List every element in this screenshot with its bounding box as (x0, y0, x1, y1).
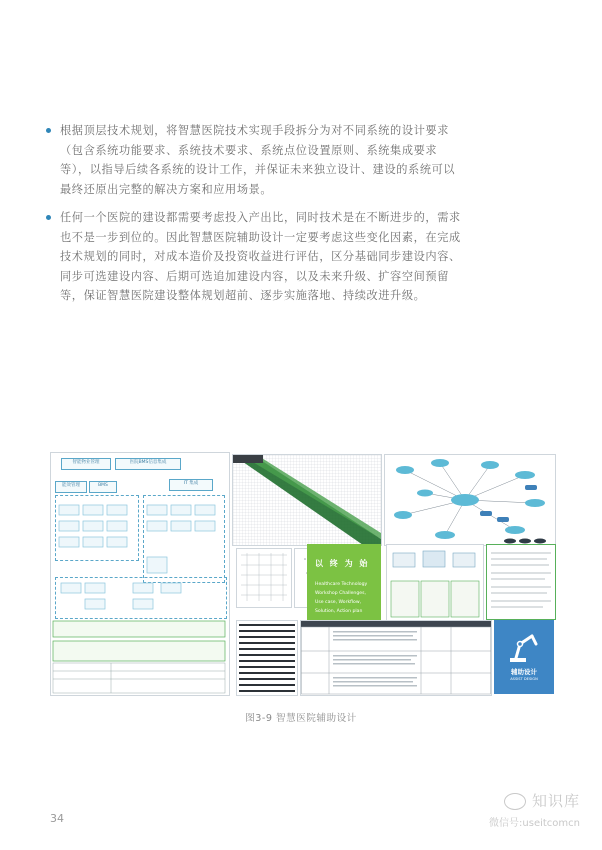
blue-card-subtitle: ASSIST DESIGN (510, 677, 538, 681)
figure-collage (50, 452, 554, 694)
bullet-paragraph-2 (50, 208, 470, 306)
small-plot-panel (236, 548, 292, 608)
dense-table-panel (236, 620, 298, 696)
paragraph-line: 技术规划的同时，对成本造价及投资收益进行评估，区分基础同步建设内容、 (60, 250, 461, 263)
text-list-panel (486, 544, 556, 620)
architecture-diagram-panel (50, 452, 230, 696)
watermark (489, 790, 580, 829)
text-list-lines (487, 545, 555, 619)
device-schematic-panel (386, 544, 484, 622)
matrix-grid-panel (232, 454, 382, 546)
green-card-subtitle-line: Solution, Action plan (315, 609, 363, 614)
paragraph-line: 任何一个医院的建设都需要考虑投入产出比，同时技术是在不断进步的，需求 (60, 211, 461, 224)
paragraph-line: 等），以指导后续各系统的设计工作，并保证未来独立设计、建设的系统可以 (60, 163, 456, 176)
paragraph-line: 根据顶层技术规划，将智慧医院技术实现手段拆分为对不同系统的设计要求 (60, 124, 449, 137)
blue-card-title: 辅助设计 (511, 668, 537, 676)
bullet-paragraph-1 (50, 121, 470, 199)
matrix-grid-chart (233, 455, 381, 545)
robot-arm-icon (494, 622, 554, 668)
bullet-dot (46, 215, 51, 220)
small-plot-grid (237, 549, 291, 607)
figure-caption: 图3-9 智慧医院辅助设计 (245, 713, 357, 724)
green-card-subtitle-line: Healthcare Technology (315, 582, 368, 587)
green-card-subtitle-line: Workshop Challenges, (315, 591, 366, 596)
page-number: 34 (50, 812, 64, 825)
green-card-subtitle-line: Use case, Workflow, (315, 600, 362, 605)
arch-box-property: 智能物业管理 (61, 458, 111, 470)
wechat-icon (504, 793, 526, 810)
green-card (307, 544, 381, 628)
paragraph-line: （包含系统功能要求、系统技术要求、系统点位设置原则、系统集成要求 (60, 143, 438, 157)
paragraph-line: 同步可选建设内容、后期可选追加建设内容，以及未来升级、扩容空间预留 (60, 269, 449, 283)
blue-card (494, 620, 554, 694)
arch-subsystem-boxes (51, 453, 229, 695)
requirements-table (301, 621, 491, 695)
arch-box-energy: 能效管理 (55, 481, 87, 493)
device-schematic (387, 545, 483, 621)
paragraph-line: 也不是一步到位的。因此智慧医院辅助设计一定要考虑这些变化因素，在完成 (60, 230, 461, 244)
paragraph-line: 最终还原出完整的解决方案和应用场景。 (60, 182, 273, 196)
bullet-dot (46, 128, 51, 133)
watermark-account: 微信号:useitcomcn (489, 818, 580, 829)
arch-box-bms: BMS (89, 481, 117, 493)
network-mindmap-panel (384, 454, 556, 546)
watermark-brand: 知识库 (531, 792, 580, 810)
arch-box-it: IT 集成 (169, 479, 213, 491)
network-mindmap-chart (385, 455, 555, 545)
arch-box-bms-integration: 医院BMS信息集成 (115, 458, 181, 470)
requirements-table-panel (300, 620, 492, 696)
green-card-subtitle (315, 580, 367, 616)
paragraph-line: 等，保证智慧医院建设整体规划超前、逐步实施落地、持续改进升级。 (60, 289, 426, 302)
green-card-title: 以 终 为 始 (315, 559, 370, 568)
dense-table (237, 621, 297, 695)
